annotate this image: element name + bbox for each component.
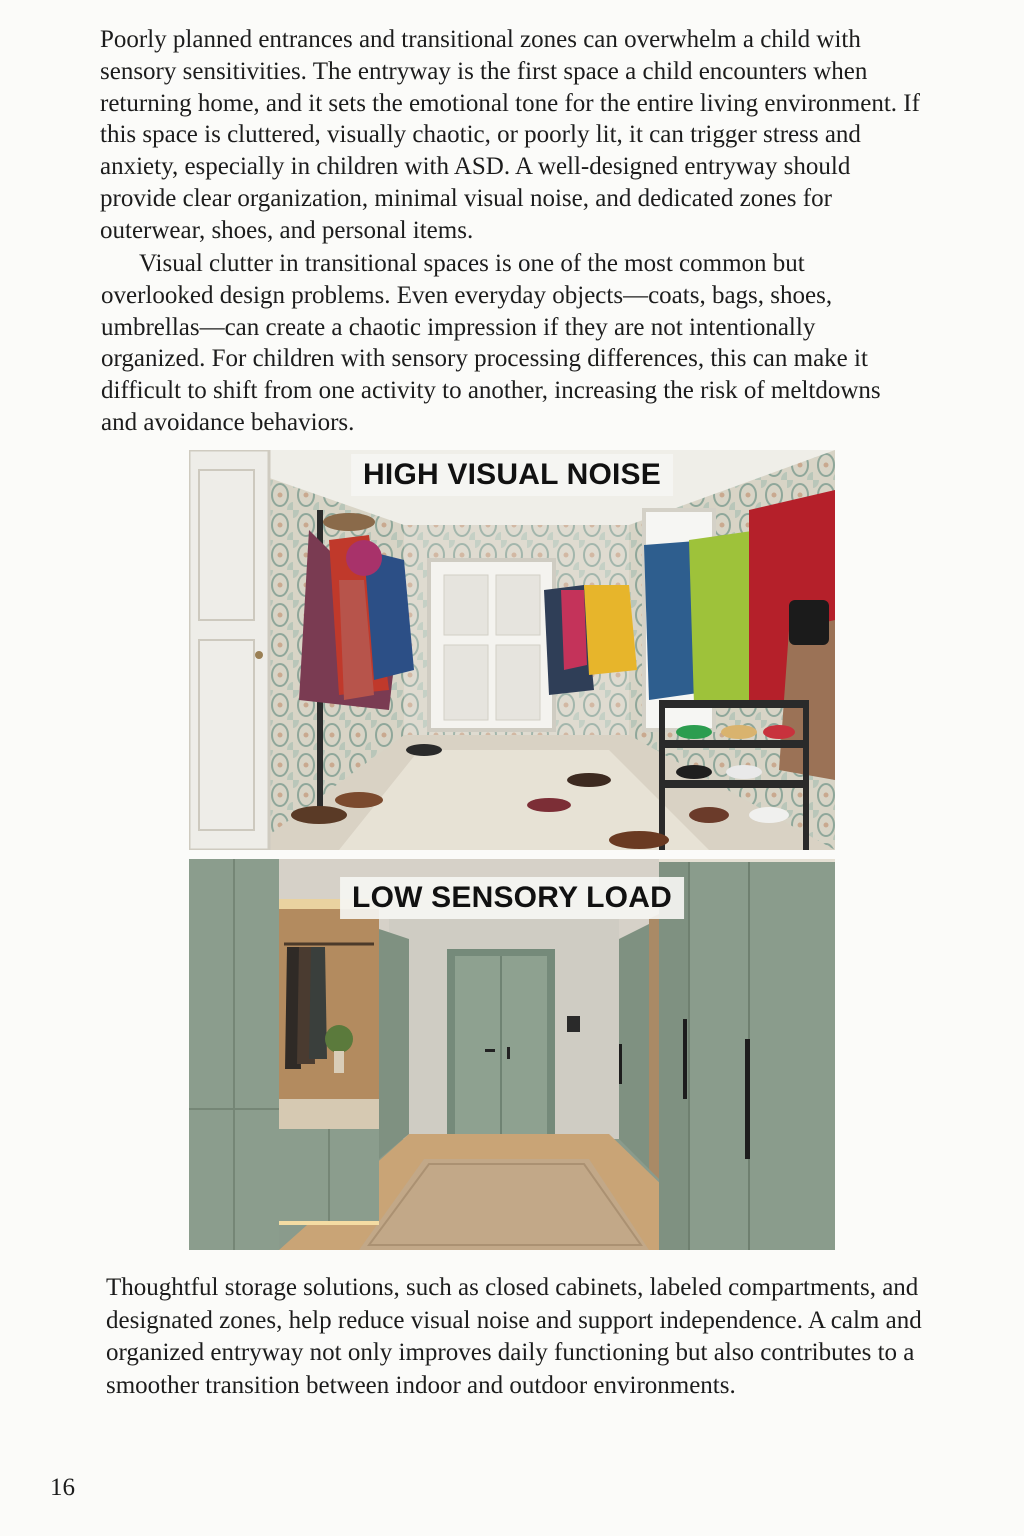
high-visual-noise-caption: HIGH VISUAL NOISE [351, 454, 673, 496]
cluttered-entryway-illustration [189, 450, 835, 850]
organized-entryway-photo [189, 859, 835, 1250]
body-paragraph-1: Poorly planned entrances and transitional zones can overwhelm a child with sensory sensitivities. The entryway is the first space a child encounters when returning home, and it sets the emotional tone for the entire living environment. If this space is cluttered, visually chaotic, or poorly lit, it can trigger stress and anxiety, especially in children with ASD. A well-designed entryway should provide clear organization, minimal visual noise, and dedicated zones for outerwear, shoes, and personal items. [100, 26, 920, 244]
page-number: 16 [50, 1474, 75, 1501]
low-sensory-load-caption: LOW SENSORY LOAD [340, 877, 684, 919]
cluttered-entryway-photo [189, 450, 835, 850]
body-paragraph-3: Thoughtful storage solutions, such as closed cabinets, labeled compartments, and designated zones, help reduce visual noise and support independence. A calm and organized entryway not only improves daily functioning but also contributes to a smoother transition between indoor and outdoor environments. [106, 1274, 922, 1399]
body-paragraph-2: Visual clutter in transitional spaces is one of the most common but overlooked design problems. Even everyday objects—coats, bags, shoes, umbrellas—can create a chaotic impression if they are not intentionally organized. For children with sensory processing differences, this can make it difficult to shift from one activity to another, increasing the risk of meltdowns and avoidance behaviors. [101, 250, 881, 436]
